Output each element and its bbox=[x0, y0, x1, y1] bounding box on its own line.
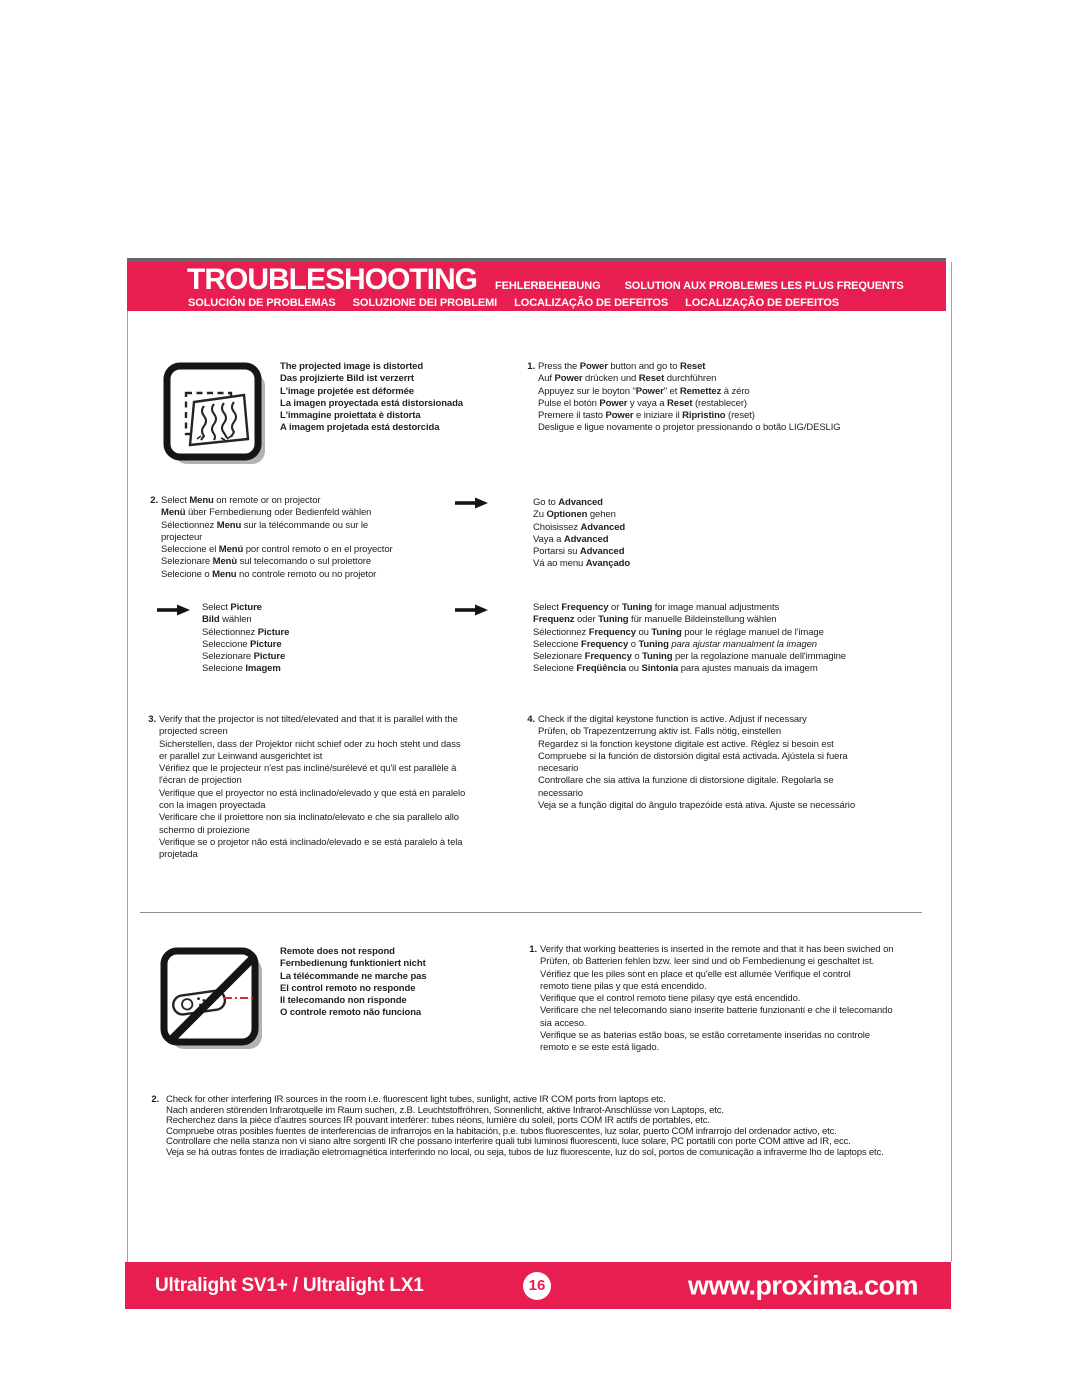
header-subtitle-portuguese-2: LOCALIZAÇÃO DE DEFEITOS bbox=[685, 297, 840, 309]
header-row-2 bbox=[188, 297, 839, 309]
right-arrow-icon bbox=[455, 497, 488, 509]
step-text: Select Menu on remote or on projector Menü über Fernbedienung oder Bedienfeld wählen Sélectionnez Menu sur la télécommande ou sur le projecteur Seleccione el Menú por control remoto o en el proyector Selezionare Menù sul telecomando o sul proiettore Selecione o Menu no controle remoto ou no projetor bbox=[161, 495, 393, 580]
step-2-check-ir-sources bbox=[151, 1094, 884, 1158]
problem-distorted-image-description: The projected image is distorted Das projizierte Bild ist verzerrt L'image projetée est déformée La imagen proyectada está distorsionada L'immagine proiettata è distorta A imagem projetada está destorcida bbox=[280, 361, 463, 434]
right-arrow-icon bbox=[157, 604, 190, 616]
header-subtitle-german: FEHLERBEHEBUNG bbox=[495, 280, 601, 292]
header-subtitle-italian: SOLUZIONE DEI PROBLEMI bbox=[352, 297, 498, 309]
troubleshooting-header bbox=[127, 258, 946, 311]
result-select-frequency-tuning: Select Frequency or Tuning for image manual adjustments Frequenz oder Tuning für manuelle Bildeinstellung wählen Sélectionnez Frequency ou Tuning pour le réglage manuel de l'image Seleccione Frequency o Tuning para ajustar manualment la imagen Selezionare Frequency o Tuning per la regolazione manuale dell'immagine Selecione Freqüência ou Sintonia para ajustes manuais da imagem bbox=[533, 602, 846, 675]
header-row-1 bbox=[187, 263, 904, 296]
step-1-check-batteries bbox=[529, 944, 894, 1055]
step-select-picture: Select Picture Bild wählen Sélectionnez Picture Seleccione Picture Selezionare Picture Selecione Imagem bbox=[202, 602, 290, 675]
step-number: 4. bbox=[527, 714, 535, 725]
header-subtitle-french: SOLUTION AUX PROBLEMES LES PLUS FREQUENTS bbox=[624, 280, 904, 292]
page-title: TROUBLESHOOTING bbox=[187, 263, 477, 296]
step-text: Verify that the projector is not tilted/elevated and that it is parallel with the projected screen Sicherstellen, dass der Projektor nicht schief oder zu hoch steht und dass er parallel zur Leinwand ausgerichtet ist Vérifiez que le projecteur n'est pas incliné/surélevé et qu'il est parallèle à l'écran de projection Verifique que el proyector no está inclinado/elevado y que está en paralelo con la imagen proyectada Verificare che il proiettore non sia inclinato/elevato e che sia parallelo allo schermo di proiezione Verifique se o projetor não está inclinado/elevado e se está paralelo à tela projetada bbox=[159, 714, 466, 861]
distorted-image-icon bbox=[163, 362, 269, 468]
step-3-verify-tilt bbox=[148, 714, 466, 862]
website-label: www.proxima.com bbox=[687, 1270, 918, 1300]
page-footer bbox=[125, 1262, 951, 1309]
result-go-to-advanced: Go to Advanced Zu Optionen gehen Choisissez Advanced Vaya a Advanced Portarsi su Advanced Vá ao menu Avançado bbox=[533, 497, 631, 570]
step-number: 2. bbox=[151, 1094, 159, 1105]
section-divider bbox=[140, 912, 922, 913]
step-2-select-menu bbox=[150, 495, 393, 581]
right-arrow-icon bbox=[455, 604, 488, 616]
step-4-check-keystone bbox=[527, 714, 856, 812]
header-subtitle-portuguese-1: LOCALIZAÇÃO DE DEFEITOS bbox=[514, 297, 669, 309]
page-number-badge: 16 bbox=[523, 1272, 551, 1300]
step-number: 1. bbox=[529, 944, 537, 955]
step-1-press-power bbox=[527, 361, 841, 435]
step-number: 3. bbox=[148, 714, 156, 725]
step-number: 2. bbox=[150, 495, 158, 506]
remote-no-response-icon bbox=[160, 947, 266, 1053]
step-text: Verify that working beatteries is inserted in the remote and that it has been swiched on Prüfen, ob Batterien fehlen bzw. leer sind und ob Fernbedienung ei geschaltet ist. Vérifiez que les piles sont en place et qu'elle est allumée Verifique el control remoto tiene pilas y que está encendido. Verifique que el control remoto tiene pilasy qye está encendido. Verificare che nel telecomando siano inserite batterie funzionanti e che il telecomando sia acceso. Verifique se as baterias estão boas, se estão corretamente inseridas no controle remoto e se este está ligado. bbox=[540, 944, 894, 1054]
header-subtitle-spanish: SOLUCIÓN DE PROBLEMAS bbox=[188, 297, 336, 309]
step-text: Check if the digital keystone function is active. Adjust if necessary Prüfen, ob Trapezentzerrung aktiv ist. Falls nötig, einstellen Regardez si la fonction keystone digitale est active. Réglez si besoin est Compruebe si la función de distorsión digital está activada. Ajústela si fuera necesario Controllare che sia attiva la funzione di distorsione digitale. Regolarla se necessario Veja se a função digital do ângulo trapezóide está ativa. Ajuste se necessário bbox=[538, 714, 856, 812]
product-model-label: Ultralight SV1+ / Ultralight LX1 bbox=[155, 1274, 424, 1296]
step-text: Press the Power button and go to Reset Auf Power drücken und Reset durchführen Appuyez sur le boyton "Power" et Remettez à zéro Pulse el botón Power y vaya a Reset (restablecer) Premere il tasto Power e iniziare il Ripristino (reset) Desligue e ligue novamente o projetor pressionando o botão LIG/DESLIG bbox=[538, 361, 841, 434]
problem-remote-description: Remote does not respond Fernbedienung funktioniert nicht La télécommande ne marche pas El control remoto no responde Il telecomando non risponde O controle remoto não funciona bbox=[280, 946, 427, 1019]
step-number: 1. bbox=[527, 361, 535, 372]
step-text: Check for other interfering IR sources in the room i.e. fluorescent light tubes, sunlight, active IR COM ports from laptops etc. Nach anderen störenden Infrarotquelle im Raum suchen, z.B. Leuchtstoffröhren, Sonnenlicht, aktive Infrarot-Anschlüsse von Laptops, etc. Recherchez dans la pièce d'autres sources IR pouvant interférer: tubes néons, lumière du soleil, ports COM IR actifs de portables, etc. Compruebe otras posibles fuentes de interferencias de infrarrojos en la habitación, p.e. tubos fluorescentes, luz solar, puerto COM infrarrojo del ordenador activo, etc. Controllare che nella stanza non vi siano altre sorgenti IR che possano interferire quali tubi luminosi fluorescenti, luce solare, PC portatili con porte COM attive ad IR, ecc. Veja se há outras fontes de irradiação eletromagnética interferindo no local, ou seja, tubos de luz fluorescente, luz do sol, portos de comunicação a infraverme lho de laptops etc. bbox=[166, 1094, 884, 1158]
